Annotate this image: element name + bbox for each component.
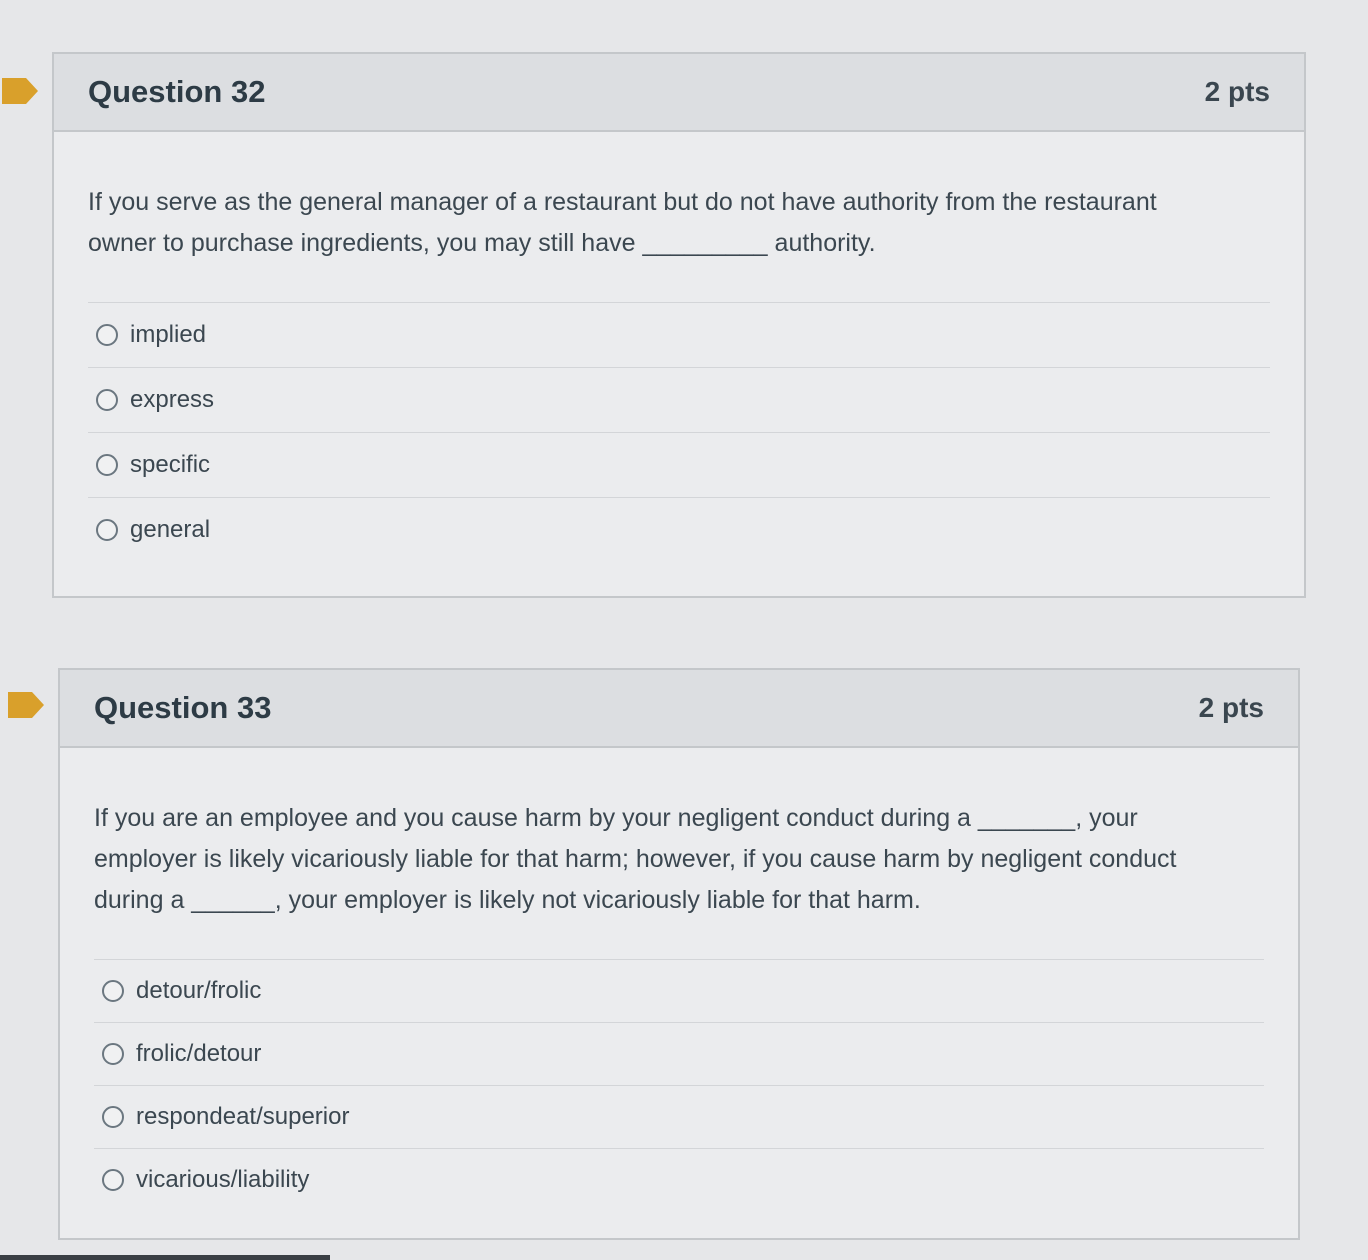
answer-option[interactable] — [88, 302, 1270, 367]
question-points: 2 pts — [1198, 692, 1264, 723]
question-header — [60, 670, 1298, 748]
question-text-line: If you are an employee and you cause harm by your negligent conduct during a _______, your — [94, 804, 1138, 832]
radio-button[interactable] — [96, 454, 118, 476]
flag-icon[interactable] — [2, 78, 38, 104]
question-32-card — [52, 52, 1306, 598]
question-text-line: employer is likely vicariously liable for that harm; however, if you cause harm by negligent conduct — [94, 845, 1177, 873]
answer-option[interactable] — [94, 1085, 1264, 1148]
answer-list — [88, 302, 1270, 562]
question-text-line: owner to purchase ingredients, you may still have _________ authority. — [88, 229, 876, 257]
answer-list — [94, 959, 1264, 1211]
answer-option[interactable] — [94, 1148, 1264, 1211]
answer-label: express — [130, 386, 215, 413]
question-text — [88, 182, 1270, 264]
answer-option[interactable] — [94, 959, 1264, 1022]
question-title: Question 33 — [94, 690, 272, 725]
answer-option[interactable] — [88, 367, 1270, 432]
question-text — [94, 798, 1264, 921]
question-text-line: If you serve as the general manager of a restaurant but do not have authority from the restaurant — [88, 188, 1157, 216]
answer-label: specific — [130, 451, 211, 478]
question-header — [54, 54, 1304, 132]
question-text-line: during a ______, your employer is likely not vicariously liable for that harm. — [94, 886, 921, 914]
answer-label: vicarious/liability — [136, 1166, 310, 1193]
answer-option[interactable] — [94, 1022, 1264, 1085]
question-33-card — [58, 668, 1300, 1240]
answer-option[interactable] — [88, 432, 1270, 497]
answer-label: frolic/detour — [136, 1040, 262, 1067]
answer-label: implied — [130, 321, 207, 348]
flag-icon[interactable] — [8, 692, 44, 718]
radio-button[interactable] — [102, 1043, 124, 1065]
radio-button[interactable] — [102, 980, 124, 1002]
answer-label: general — [130, 516, 211, 543]
answer-option[interactable] — [88, 497, 1270, 562]
radio-button[interactable] — [102, 1169, 124, 1191]
question-body — [60, 748, 1298, 1241]
answer-label: respondeat/superior — [136, 1103, 350, 1130]
question-title: Question 32 — [88, 74, 266, 109]
bottom-edge-bar — [0, 1255, 330, 1260]
answer-label: detour/frolic — [136, 977, 262, 1004]
question-body — [54, 132, 1304, 592]
radio-button[interactable] — [96, 519, 118, 541]
radio-button[interactable] — [96, 324, 118, 346]
radio-button[interactable] — [96, 389, 118, 411]
question-points: 2 pts — [1204, 76, 1270, 107]
radio-button[interactable] — [102, 1106, 124, 1128]
